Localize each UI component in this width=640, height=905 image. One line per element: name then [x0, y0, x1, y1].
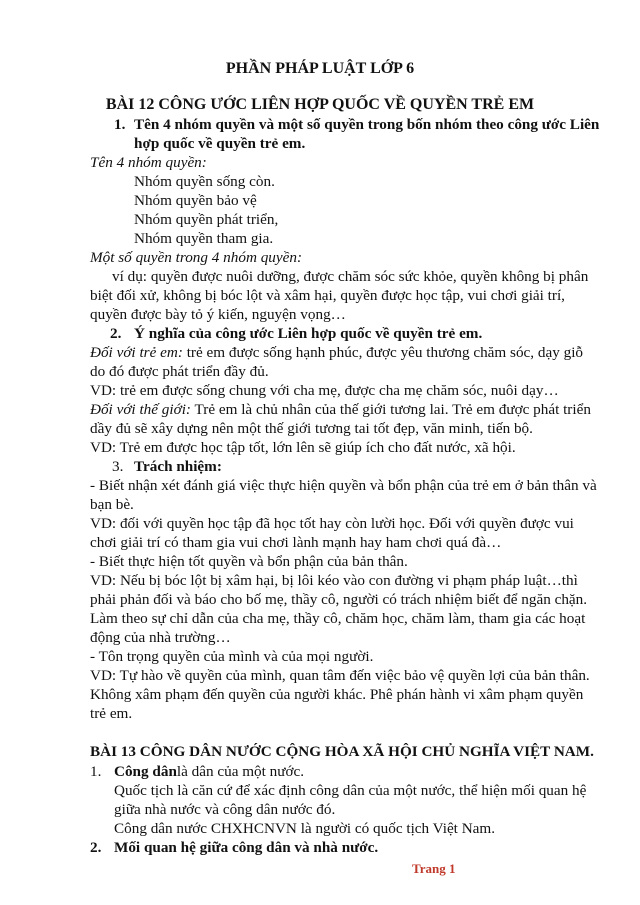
responsibility-2-example-line2: phải phản đối và báo cho bố mẹ, thầy cô, người có trách nhiệm biết để ngăn chặn. — [90, 591, 588, 608]
responsibility-3-example-line2: Không xâm phạm đến quyền của người khác. Phê phán hành vi xâm phạm quyền — [90, 686, 584, 703]
rights-groups-label: Tên 4 nhóm quyền: — [90, 154, 207, 171]
lesson-13-title: BÀI 13 CÔNG DÂN NƯỚC CỘNG HÒA XÃ HỘI CHỦ NGHĨA VIỆT NAM. — [90, 743, 594, 760]
children-example: VD: trẻ em được sống chung với cha mẹ, được cha mẹ chăm sóc, nuôi dạy… — [90, 382, 559, 399]
rights-group-item: Nhóm quyền tham gia. — [134, 230, 274, 247]
l13-s1-line — [114, 762, 640, 781]
nationality-line2: giữa nhà nước và công dân nước đó. — [114, 801, 336, 818]
rights-example-line3: quyền được bày tỏ ý kiến, nguyện vọng… — [90, 306, 346, 323]
l12-s3-number: 3. — [112, 458, 124, 475]
l13-s2-number: 2. — [90, 839, 102, 856]
responsibility-1-example-line1: VD: đối với quyền học tập đã học tốt hay còn lười học. Đối với quyền được vui — [90, 515, 574, 532]
l12-s2-heading: Ý nghĩa của công ước Liên hợp quốc về quyền trẻ em. — [134, 325, 483, 342]
l12-s2-number: 2. — [110, 325, 122, 342]
responsibility-1-example-line2: chơi giải trí có tham gia vui chơi lành mạnh hay ham chơi quá đà… — [90, 534, 502, 551]
rights-group-item: Nhóm quyền phát triển, — [134, 211, 279, 228]
responsibility-3-example-line1: VD: Tự hào về quyền của mình, quan tâm đến việc bảo vệ quyền lợi của bản thân. — [90, 667, 590, 684]
world-text: Trẻ em là chủ nhân của thế giới tương lai. Trẻ em được phát triển — [191, 401, 591, 418]
world-meaning-line2: dầy đủ sẽ xây dựng nên một thế giới tương tai tốt đẹp, văn minh, tiến bộ. — [90, 420, 533, 437]
citizen-term: Công dân — [114, 763, 177, 780]
some-rights-label: Một số quyền trong 4 nhóm quyền: — [90, 249, 303, 266]
world-example: VD: Trẻ em được học tập tốt, lớn lên sẽ giúp ích cho đất nước, xã hội. — [90, 439, 516, 456]
l12-s3-heading: Trách nhiệm: — [134, 458, 222, 475]
vn-citizen-definition: Công dân nước CHXHCNVN là người có quốc tịch Việt Nam. — [114, 820, 496, 837]
responsibility-1-line1: - Biết nhận xét đánh giá việc thực hiện quyền và bổn phận của trẻ em ở bản thân và — [90, 477, 597, 494]
rights-example-line2: biệt đối xử, không bị bóc lột và xâm hại, quyền được học tập, vui chơi giải trí, — [90, 287, 565, 304]
page-title: PHẦN PHÁP LUẬT LỚP 6 — [225, 60, 415, 77]
children-meaning-line2: do đó được phát triển đầy đủ. — [90, 363, 269, 380]
lesson-12-title: BÀI 12 CÔNG ƯỚC LIÊN HỢP QUỐC VỀ QUYỀN TRẺ EM — [105, 96, 535, 113]
world-meaning-line1 — [90, 400, 620, 419]
responsibility-2-example-line1: VD: Nếu bị bóc lột bị xâm hại, bị lôi kéo vào con đường vi phạm pháp luật…thì — [90, 572, 578, 589]
responsibility-2-example-line4: động của nhà trường… — [90, 629, 231, 646]
citizen-definition: là dân của một nước. — [176, 763, 305, 780]
l13-s2-heading: Mối quan hệ giữa công dân và nhà nước. — [114, 839, 379, 856]
l12-s1-number: 1. — [114, 116, 126, 133]
children-label: Đối với trẻ em: — [90, 344, 183, 361]
rights-example-line1: ví dụ: quyền được nuôi dưỡng, được chăm sóc sức khỏe, quyền không bị phân — [112, 268, 589, 285]
nationality-line1: Quốc tịch là căn cứ để xác định công dân của một nước, thể hiện mối quan hệ — [114, 782, 587, 799]
responsibility-3: - Tôn trọng quyền của mình và của mọi người. — [90, 648, 374, 665]
page-number: Trang 1 — [412, 861, 456, 876]
responsibility-2: - Biết thực hiện tốt quyền và bổn phận của bản thân. — [90, 553, 408, 570]
l12-s1-heading-line2: hợp quốc về quyền trẻ em. — [134, 135, 306, 152]
children-text: trẻ em được sống hạnh phúc, được yêu thương chăm sóc, dạy giỗ — [182, 344, 584, 361]
world-label: Đối với thế giới: — [90, 401, 191, 418]
l12-s1-heading-line1: Tên 4 nhóm quyền và một số quyền trong bốn nhóm theo công ước Liên — [134, 116, 600, 133]
responsibility-3-example-line3: trẻ em. — [90, 705, 133, 722]
children-meaning-line1 — [90, 343, 620, 362]
rights-group-item: Nhóm quyền bảo vệ — [134, 192, 257, 209]
l13-s1-number: 1. — [90, 763, 102, 780]
responsibility-1-line2: bạn bè. — [90, 496, 134, 513]
responsibility-2-example-line3: Làm theo sự chỉ dẫn của cha mẹ, thầy cô, chăm học, chăm làm, tham gia các hoạt — [90, 610, 586, 627]
rights-group-item: Nhóm quyền sống còn. — [134, 173, 275, 190]
